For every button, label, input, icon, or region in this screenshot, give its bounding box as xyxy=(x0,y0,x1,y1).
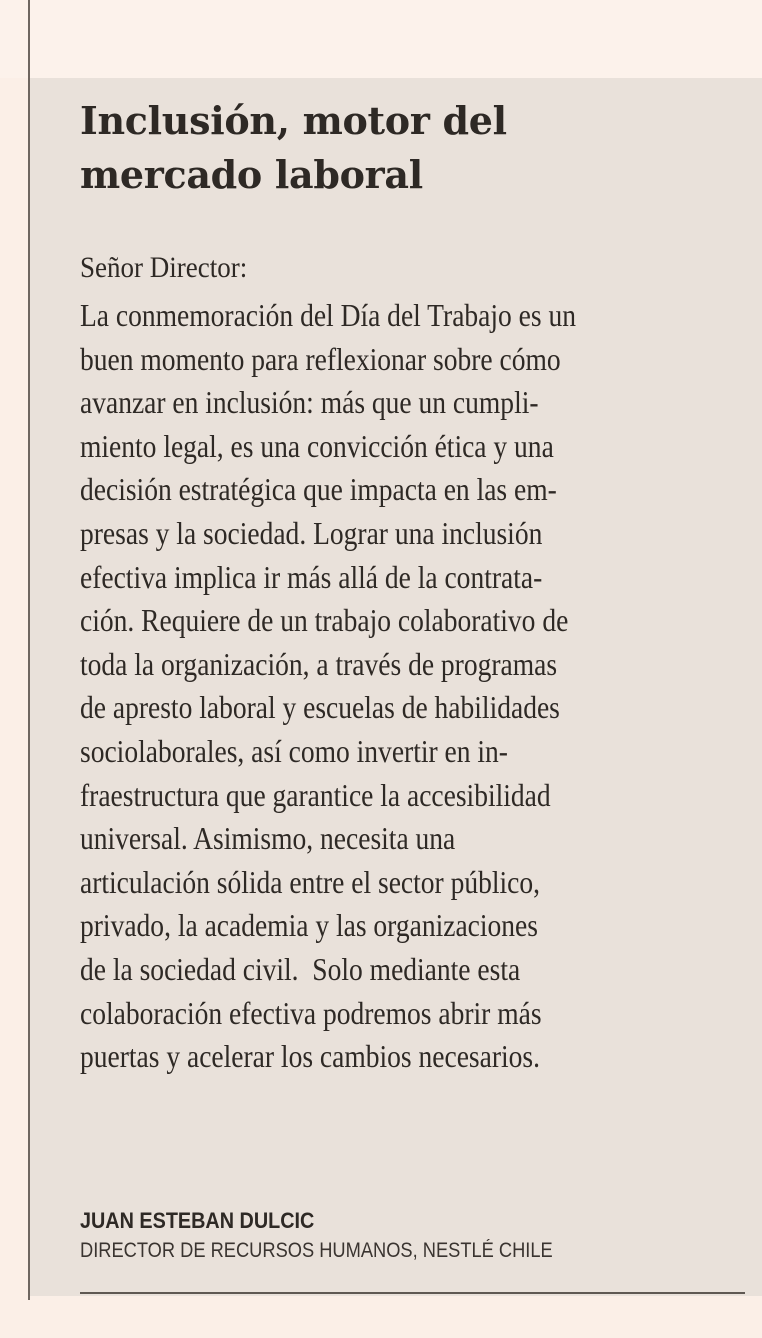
body-line: universal. Asimismo, necesita una xyxy=(80,820,456,857)
body-line: de apresto laboral y escuelas de habilidades xyxy=(80,689,560,726)
body-line: efectiva implica ir más allá de la contrata- xyxy=(80,558,543,595)
body-line: presas y la sociedad. Lograr una inclusión xyxy=(80,514,543,551)
body-line: colaboración efectiva podremos abrir más xyxy=(80,994,542,1031)
body-line: La conmemoración del Día del Trabajo es un xyxy=(80,297,576,333)
body-line: fraestructura que garantice la accesibilidad xyxy=(80,776,551,813)
author-role: DIRECTOR DE RECURSOS HUMANOS, NESTLÉ CHILE xyxy=(80,1239,553,1262)
letter-salutation: Señor Director: xyxy=(80,251,248,284)
page-top-margin xyxy=(0,0,762,78)
letter-headline: Inclusión, motor del mercado laboral xyxy=(80,98,507,197)
body-line: toda la organización, a través de programas xyxy=(80,645,558,682)
body-line: articulación sólida entre el sector público, xyxy=(80,863,541,900)
body-line: privado, la academia y las organizaciones xyxy=(80,907,538,944)
letter-body xyxy=(80,294,762,1079)
body-line: avanzar en inclusión: más que un cumpli- xyxy=(80,384,539,421)
body-line: ción. Requiere de un trabajo colaborativo de xyxy=(80,602,569,639)
author-name: JUAN ESTEBAN DULCIC xyxy=(80,1208,315,1233)
bottom-divider xyxy=(80,1292,745,1294)
body-line: de la sociedad civil. Solo mediante esta xyxy=(80,950,521,987)
body-line: sociolaborales, así como invertir en in- xyxy=(80,732,508,769)
body-line: puertas y acelerar los cambios necesarios. xyxy=(80,1038,540,1075)
body-line: decisión estratégica que impacta en las em- xyxy=(80,471,557,508)
body-line: buen momento para reflexionar sobre cómo xyxy=(80,340,561,377)
body-line: miento legal, es una convicción ética y una xyxy=(80,427,554,464)
